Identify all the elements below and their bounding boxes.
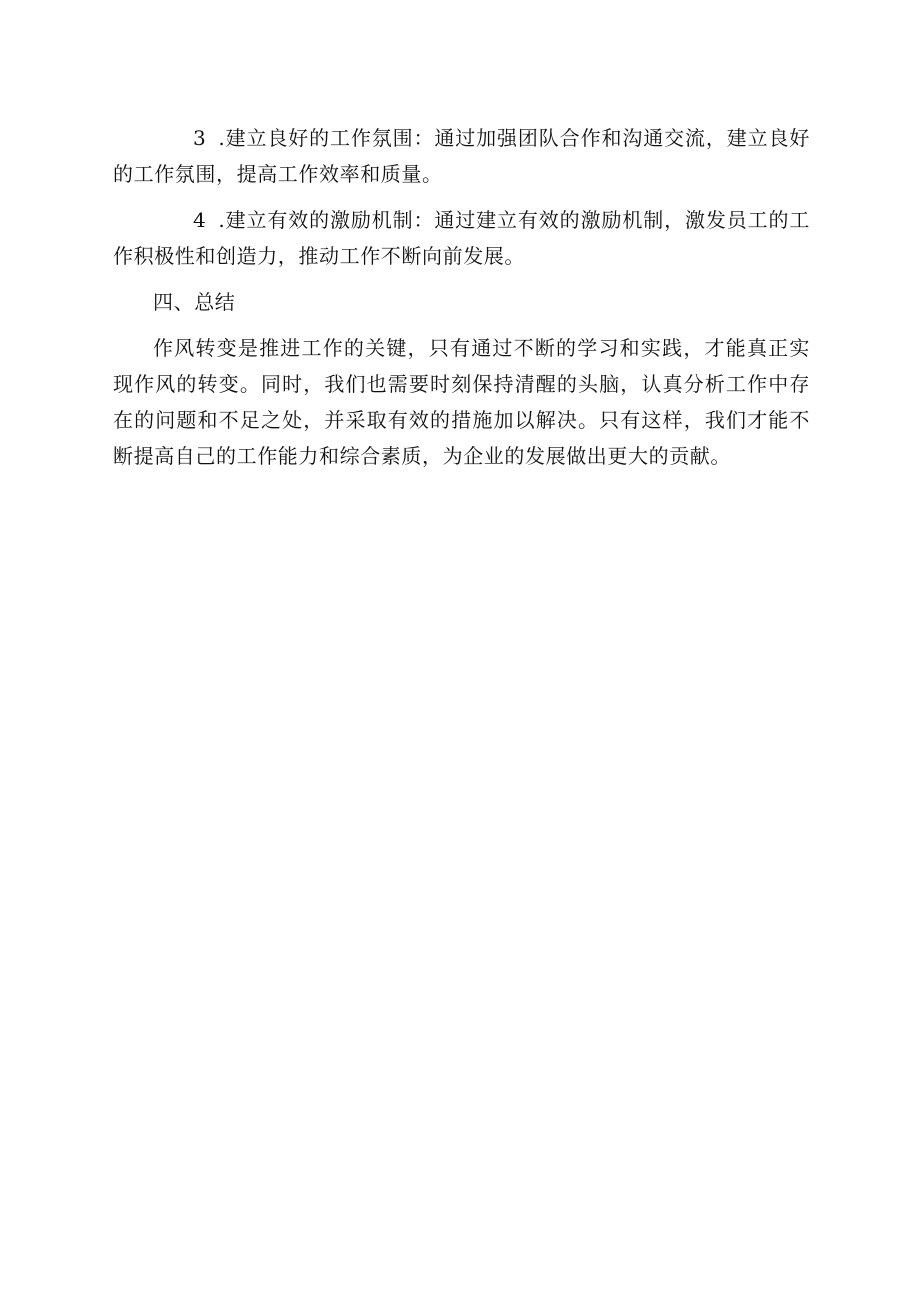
document-page [113, 120, 810, 474]
list-item-3-text: .建立良好的工作氛围：通过加强团队合作和沟通交流，建立良好的工作氛围，提高工作效率和质量。 [113, 126, 810, 186]
section-heading-summary: 四、总结 [153, 290, 236, 314]
list-item-3-number: 3 [193, 126, 207, 150]
list-item-4-number: 4 [193, 208, 207, 232]
list-item-3 [113, 120, 810, 192]
list-item-4-text: .建立有效的激励机制：通过建立有效的激励机制，激发员工的工作积极性和创造力，推动工作不断向前发展。 [113, 208, 810, 268]
list-item-4 [113, 202, 810, 274]
summary-paragraph: 作风转变是推进工作的关键，只有通过不断的学习和实践，才能真正实现作风的转变。同时，我们也需要时刻保持清醒的头脑，认真分析工作中存在的问题和不足之处，并采取有效的措施加以解决。只有这样，我们才能不断提高自己的工作能力和综合素质，为企业的发展做出更大的贡献。 [113, 336, 810, 468]
